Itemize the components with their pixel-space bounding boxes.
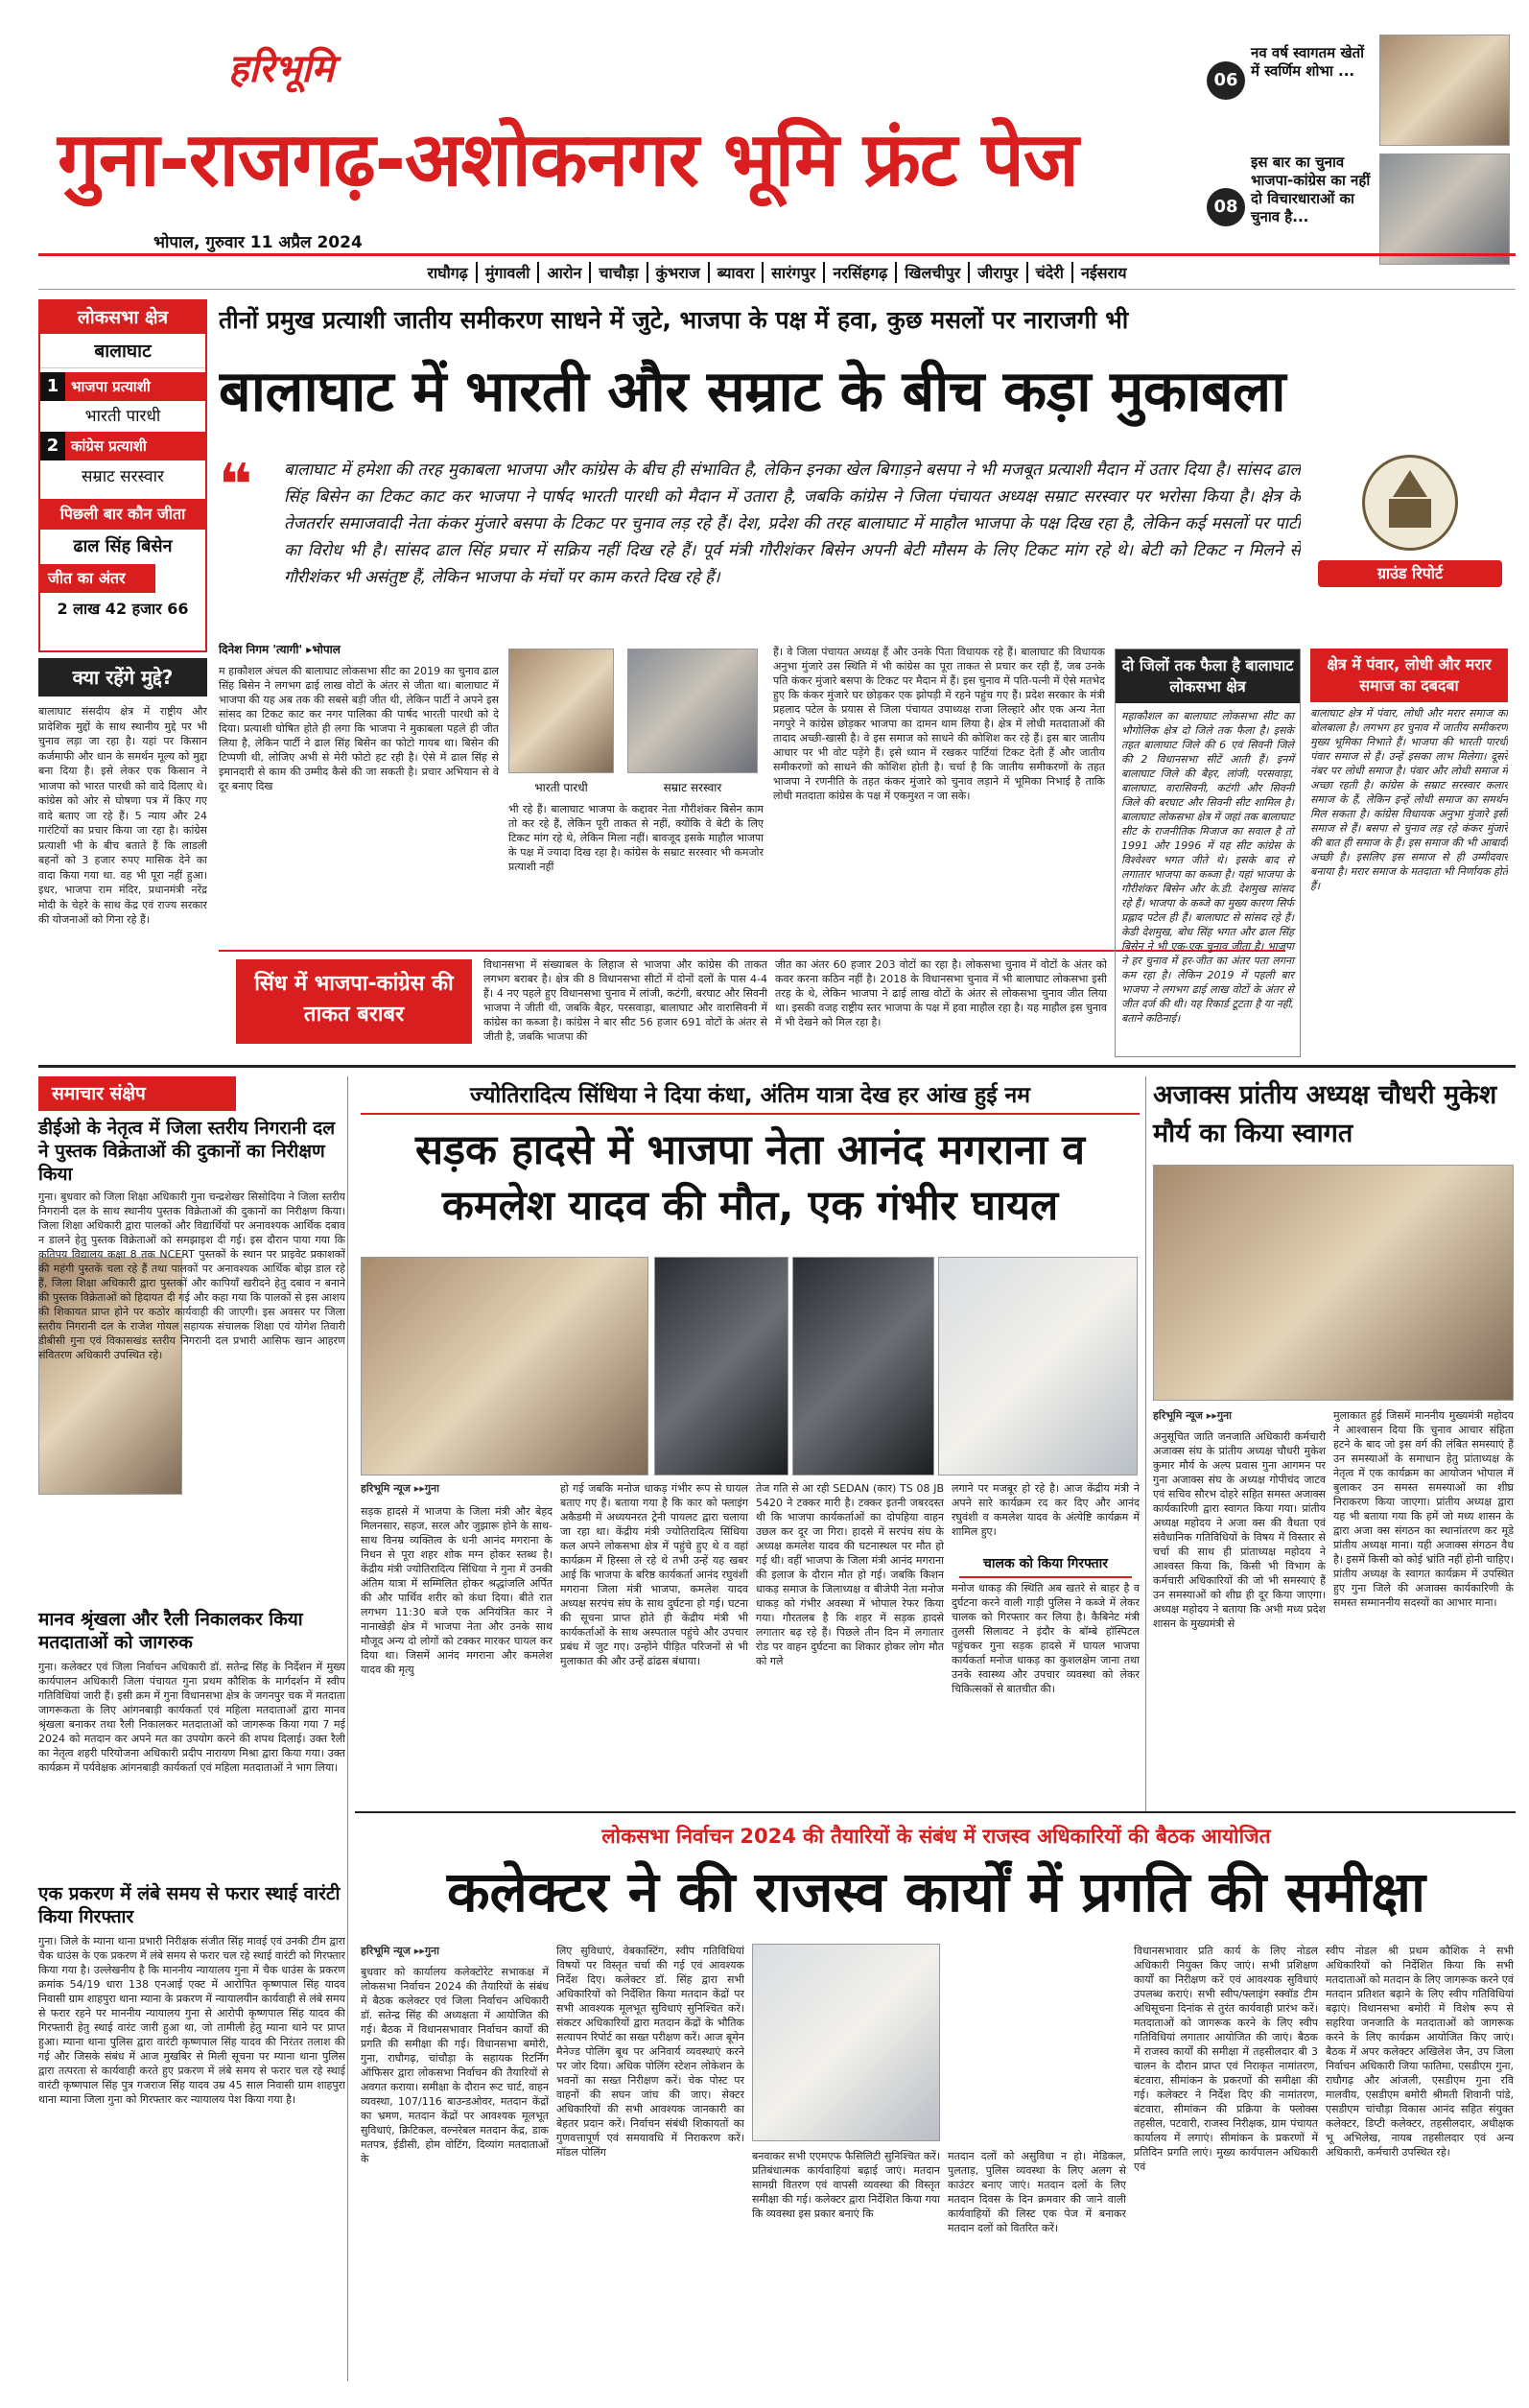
strength-box-text: विधानसभा में संख्याबल के लिहाज से भाजपा और कांग्रेस की ताकत लगभग बराबर है। क्षेत्र की 8 विधानसभा सीटों में दोनों दलों के पास 4-4 हैं। 4 नए पहले हुए विधानसभा चुनाव में लांजी, कटंगी, बरघाट और सिवनी भाजपा ने जीती थी, जबकि बैहर, परसवाड़ा, बालाघाट और वारासिवनी में कांग्रेस का कब्जा है। कांग्रेस ने बार सीट 56 हजार 691 वोटों के अंतर से जीती है, जबकि भाजपा की <box>483 958 767 1043</box>
teaser-photo <box>1379 153 1510 265</box>
side-head-box <box>1115 649 1301 1057</box>
town: नरसिंहगढ़ <box>825 262 897 283</box>
dateline: भोपाल, गुरुवार 11 अप्रैल 2024 <box>153 233 363 252</box>
bjp-candidate: भारती पारधी <box>84 407 161 426</box>
brief-text-2: गुना। कलेक्टर एवं जिला निर्वाचन अधिकारी डॉ. सतेन्द्र सिंह के निर्देशन में मुख्य कार्यपालन अधिकारी जिला पंचायत गुना प्रथम कौशिक के मार्गदर्शन में स्वीप गतिविधियां जारी हैं। इसी क्रम में गुना विधानसभा क्षेत्र के जगनपुर चक में मतदाता जागरूकता के लिए आंगनबाड़ी कार्यकर्ता एवं महिला मतदाताओं द्वारा मानव श्रृंखला बनाकर तथा रैली निकालकर मतदाताओं को जागरूक किया गया 7 मई 2024 को मतदान कर अपने मत का उपयोग करने की शपथ दिलाई। उक्त रैली का नेतृत्व शहरी परियोजना अधिकारी प्रदीप नारायण मिश्रा द्वारा किया गया। उक्त कार्यक्रम में पर्यवेक्षक आंगनबाड़ी कार्यकर्ता एवं महिला मतदाताओं ने भाग लिया। <box>38 1661 345 1774</box>
lead-standfirst: बालाघाट में हमेशा की तरह मुकाबला भाजपा और कांग्रेस के बीच ही संभावित है, लेकिन इनका खेल बिगाड़ने बसपा ने भी मजबूत प्रत्याशी मैदान में उतार दिया है। सांसद ढाल सिंह बिसेन का टिकट काट कर भाजपा ने पार्षद भारती पारधी को मैदान में उतारा है, जबकि कांग्रेस ने जिला पंचायत अध्यक्ष सम्राट सरस्वार पर भरोसा किया है। क्षेत्र के तेजतर्रार समाजवादी नेता कंकर मुंजारे बसपा के टिकट पर चुनाव लड़ रहे हैं। देश, प्रदेश की तरह बालाघाट में माहौल भाजपा के पक्ष दिख रहा है, लेकिन कई मसलों पर पार्टी का विरोध भी है। सांसद ढाल सिंह प्रचार में सक्रिय नहीं दिख रहे हैं। पूर्व मंत्री गौरीशंकर बिसेन अपनी बेटी मौसम के लिए टिकट मांग रहे थे। बेटी को टिकट न मिलने से गौरीशंकर भी असंतुष्ट हैं, लेकिन भाजपा के मंचों पर काम करते दिख रहे हैं। <box>284 460 1301 587</box>
lead-kicker: तीनों प्रमुख प्रत्याशी जातीय समीकरण साधने में जुटे, भाजपा के पक्ष में हवा, कुछ मसलों पर नाराजगी भी <box>219 306 1129 334</box>
crashed-car-photo <box>654 1257 788 1475</box>
last-win-label: पिछली बार कौन जीता <box>40 499 205 530</box>
lead-byline: दिनेश निगम 'त्यागी' ▸भोपाल <box>219 643 341 656</box>
town: राघौगढ़ <box>420 262 478 283</box>
accident-subhead: चालक को किया गिरफ्तार <box>959 1554 1132 1578</box>
margin-label: जीत का अंतर <box>40 564 155 593</box>
towns-strip <box>38 253 1516 290</box>
strength-box-title: सिंध में भाजपा-कांग्रेस की ताकत बराबर <box>236 959 472 1044</box>
strength-box-text-2: जीत का अंतर 60 हजार 203 वोटों का रहा है। लोकसभा चुनाव में वोटों के अंतर को कवर करना कठिन नहीं है। 2018 के विधानसभा चुनाव में भी बालाघाट लोकसभा इसी तरह के थे, लेकिन भाजपा ने ढाई लाख वोटों के अंतर से लोकसभा चुनाव जीत लिया था। इसकी वजह राष्ट्रीय स्तर भाजपा के पक्ष में हवा माहौल रहा है। यह माहौल इस चुनाव में भी देखने को मिल रहा है। <box>775 958 1107 1028</box>
town: चाचौड़ा <box>591 262 647 283</box>
accident-kicker: ज्योतिरादित्य सिंधिया ने दिया कंधा, अंतिम यात्रा देख हर आंख हुई नम <box>361 1076 1140 1115</box>
hospital-photo <box>938 1257 1138 1475</box>
collector-col-3-top: मतदान दलों को असुविधा न हो। मेडिकल, पुलताड़, पुलिस व्यवस्था के लिए अलग से काउंटर बनाए जाएं। मतदान दलों के लिए मतदान दिवस के दिन क्रमवार की जाने वाली कार्यवाहियों की लिस्ट एक पेज में बनाकर मतदान दलों को वितरित करें। <box>948 2150 1126 2234</box>
lead-headline: बालाघाट में भारती और सम्राट के बीच कड़ा मुकाबला <box>219 358 1285 424</box>
town: जीरापुर <box>970 262 1027 283</box>
accident-headline: सड़क हादसे में भाजपा नेता आनंद मगराना व कमलेश यादव की मौत, एक गंभीर घायल <box>414 1126 1086 1230</box>
collector-col-3: विधानसभावार प्रति कार्य के लिए नोडल अधिकारी नियुक्त किए जाएं। सभी प्रशिक्षण कार्यों का निरीक्षण करें एवं आवश्यक सुविधाएं उपलब्ध कराएं। सभी स्वीप/फ्लाइंग स्क्वॉड टीम अधिसूचना दिनांक से तुरंत कार्यवाही प्रारंभ करें। मतदाताओं को जागरूक करने के लिए स्वीप गतिविधियां लगातार आयोजित की जाएं। बैठक में राजस्व कार्यों की समीक्षा में तहसीलदार बी 3 चालन के दौरान प्राप्त एवं निराकृत नामांतरण, बंटवारा, सीमांकन के प्रकरणों की समीक्षा की गई। कलेक्टर ने निर्देश दिए की नामांतरण, बंटवारा, सीमांकन की प्रक्रिया के फ्लोक्स तहसील, पटवारी, राजस्व निरीक्षक, ग्राम पंचायत कार्यालय में लगाएं। सीमांकन के प्रकरणों में प्रतिदिन प्रगति लाएं। मुख्य कार्यपालन अधिकारी एवं <box>1134 1945 1318 2173</box>
lead-col-1: म हाकौशल अंचल की बालाघाट लोकसभा सीट का 2019 का चुनाव ढाल सिंह बिसेन ने लगभग ढाई लाख वोटों के अंतर से जीता था। बालाघाट में भाजपा की यह अब तक की सबसे बड़ी जीत थी, लेकिन पार्टी ने अपने इस सांसद का टिकट काट कर नगर पालिका की पार्षद भारती पारधी को दे दिया। प्रत्याशी घोषित होते ही लगा कि भाजपा ने मुकाबला पहले ही जीत लिया है, लेकिन पार्टी ने ढाल सिंह बिसेन का फोटो गायब था। बिसेन की टिप्पणी थी, लोजिए अभी से मेरी फोटो हट रही है। ऐसे में ढाल सिंह से इमानदारी से काम की उम्मीद कैसे की जा सकती है। प्रचार अभियान से वे दूर बनाए दिख <box>219 665 499 792</box>
collector-headline: कलेक्टर ने की राजस्व कार्यों में प्रगति की समीक्षा <box>446 1859 1426 1924</box>
side2-head: क्षेत्र में पंवार, लोधी और मरार समाज का दबदबा <box>1310 649 1508 702</box>
funeral-photo <box>361 1257 648 1475</box>
town: नईसराय <box>1080 264 1127 282</box>
teaser-box[interactable] <box>1207 35 1512 265</box>
photo-caption-bharti: भारती पारधी <box>534 781 588 794</box>
lead-col-2: भी रहे हैं। बालाघाट भाजपा के कद्दावर नेता गौरीशंकर बिसेन काम तो कर रहे हैं, लेकिन पूरी ताकत से नहीं, क्योंकि वे बेटी के लिए टिकट मांग रहे थे, लेकिन मिला नहीं। बावजूद इसके माहौल भाजपा के पक्ष में ज्यादा दिख रहा है। कांग्रेस के सम्राट सरस्वार भी कमजोर प्रत्याशी नहीं <box>508 803 764 873</box>
town: खिलचीपुर <box>897 262 970 283</box>
accident-byline: हरिभूमि न्यूज ▸▸गुना <box>361 1482 439 1495</box>
congress-candidate: सम्राट सरस्वार <box>82 467 164 486</box>
collector-meeting-photo <box>752 1944 940 2141</box>
brief-text-3: गुना। जिले के म्याना थाना प्रभारी निरीक्षक संजीत सिंह मावई एवं उनकी टीम द्वारा चैक धाउंस के एक प्रकरण में लंबे समय से फरार चल रहे स्थाई वारंटी को गिरफ्तार किया गया है। उल्लेखनीय है कि माननीय न्यायालय गुना में चैक धाउंस के प्रकरण क्रमांक 54/19 धारा 138 एनआई एक्ट में आरोपित कृष्णपाल सिंह यादव निवासी ग्राम शाहपुरा थाना म्याना के प्रकरण में न्यायालयीन कार्यवाही से लंबे समय से फरार रहने पर माननीय न्यायालय गुना से आरोपी कृष्णपाल सिंह यादव की गिरफ्तारी हेतु स्थाई वारंट जारी हुआ था, जो तामीली हेतु म्याना थाने पर प्राप्त हुआ। म्याना थाना पुलिस द्वारा वारंटी कृष्णपाल सिंह यादव की निरंतर तलाश की गई और जिसके संबंध में आज मुखबिर से मिली सूचना पर म्याना थाना पुलिस द्वारा तत्परता से कार्यवाही करते हुए प्रकरण में लंबे समय से फरार चल रहे स्थाई वारंटी कृष्णपाल सिंह पुत्र गजराज सिंह यादव उम्र 45 साल निवासी ग्राम शाहपुरा थाना म्याना जिला गुना को गिरफ्तार कर न्यायालय पेश किया गया है। <box>38 1935 345 2106</box>
page-title: गुना-राजगढ़-अशोकनगर भूमि फ्रंट पेज <box>58 117 1078 203</box>
ground-report-emblem <box>1312 447 1508 620</box>
issues-text: बालाघाट संसदीय क्षेत्र में राष्ट्रीय और प्रादेशिक मुद्दों के साथ स्थानीय मुद्दे पर भी चुनाव लड़ा जा रहा है। यहां पर किसान कर्जमाफी और धान के समर्थन मूल्य को मुद्दा बना दिया है। इसे लेकर एक किसान ने भाजपा को भारत पारधी को वादे दिलाए थे। कांग्रेस को ओर से घोषणा पत्र में किए गए वादे बताए जा रहे हैं। 5 न्याय और 24 गारंटियों का प्रचार किया जा रहा है। कांग्रेस प्रत्याशी भी के बीच बताते हैं कि लाडली बहनों को 3 हजार रुपए मासिक देने का वादा किया गया था. वह भी पूरा नहीं हुआ। इधर, भाजपा राम मंदिर, प्रधानमंत्री नरेंद्र मोदी के चेहरे के साथ केंद्र एवं राज्य सरकार की योजनाओं को गिना रहे हैं। <box>38 705 207 926</box>
collector-byline: हरिभूमि न्यूज ▸▸गुना <box>361 1945 439 1957</box>
bjp-number: 1 <box>40 372 65 401</box>
town: आरोन <box>539 262 591 283</box>
brief-head-3: एक प्रकरण में लंबे समय से फरार स्थाई वारंटी किया गिरफ्तार <box>38 1883 341 1927</box>
ajaks-byline: हरिभूमि न्यूज ▸▸गुना <box>1153 1409 1232 1422</box>
congress-number: 2 <box>40 432 65 460</box>
candidate-photo-samrat <box>627 649 758 773</box>
side-head: दो जिलों तक फैला है बालाघाट लोकसभा क्षेत्र <box>1116 649 1300 703</box>
side2-text: बालाघाट क्षेत्र में पंवार, लोधी और मरार समाज का बोलबाला है। लगभग हर चुनाव में जातीय समीकरण मुख्य भूमिका निभाते हैं। भाजपा की भारती पारधी पंवार समाज से हैं। उन्हें इसका लाभ मिलेगा। दूसरे नंबर पर लोधी समाज है। पंवार और लोधी समाज में अच्छा रहती है। कांग्रेस के सम्राट सरस्वार कलार समाज के हैं, लेकिन इन्हें लोधी समाज का समर्थन मिल सकता है। कांग्रेस विधायक अनुभा मुंजारे इसी समाज से हैं। बसपा से चुनाव लड़ रहे कंकर मुंजारे की बात ही समाज के हैं। इस समाज की भी आबादी अच्छी है। इसलिए इस समाज से ही उम्मीदवार बनाया है। मरार समाज के मतदाता भी निर्णायक होते हैं। <box>1310 707 1508 892</box>
photo-caption-samrat: सम्राट सरस्वार <box>663 781 722 794</box>
lead-col-3: हैं। वे जिला पंचायत अध्यक्ष हैं और उनके पिता विधायक रहे हैं। बालाघाट की विधायक अनुभा मुंजारे उस स्थिति में भी कांग्रेस का पूरा ताकत से प्रचार कर रही हैं, जब उनके पति कंकर मुंजारे बसपा के टिकट पर मैदान में हैं। इस चुनाव में पति-पत्नी में ऐसे मतभेद हुए कि कंकर मुंजारे घर छोड़कर एक झोपड़ी में रहने पहुंच गए हैं। प्रदेश सरकार के मंत्री प्रहलाद पटेल के प्रयास से जिला पंचायत उपाध्यक्ष राजा लिल्हारे और एक अन्य नेता नगपुरे ने कांग्रेस छोड़कर भाजपा का दामन थाम लिया है। क्षेत्र में लोधी मतदाताओं की तादाद अच्छी-खासी है। वे इस समाज को साधने की कोशिश कर रहे हैं। इस बार जातीय आधार पर भी वोट पड़ेंगे हैं। इसे ध्यान में रखकर पार्टियां टिकट देती हैं और जातीय समीकरणों को साधने की कोशिश होती है। चर्चा है कि जातीय समीकरणों के तहत भाजपा ने रणनीति के तहत कंकर मुंजारे को चुनाव लड़ाने में भूमिका निभाई है ताकि लोधी मतदाता कांग्रेस के पक्ष में एकमुश्त न जा सके। <box>773 646 1105 802</box>
town: सारंगपुर <box>764 262 825 283</box>
teaser-photo <box>1379 35 1510 146</box>
teaser-text: नव वर्ष स्वागतम खेतों में स्वर्णिम शोभा ... <box>1251 44 1365 80</box>
last-winner: ढाल सिंह बिसेन <box>73 536 173 556</box>
accident-col-2: हो गई जबकि मनोज धाकड़ गंभीर रूप से घायल बताए गए हैं। बताया गया है कि कार को फ्लाइंग अकैडमी में अध्ययनरत ट्रेनी पायलट द्वारा चलाया जा रहा था। केंद्रीय मंत्री ज्योतिरादित्य सिंधिया कल अपने लोकसभा क्षेत्र में पहुंचे हुए थे व वहां कार्यक्रम में हिस्सा ले रहे थे तभी उन्हें यह खबर आई कि भाजपा के बरिष्ठ कार्यकर्ता आनंद रघुवंशी मगराना जिला मंत्री भाजपा, कमलेश यादव अध्यक्ष सरपंच संघ के साथ दुर्घटना हो गई। घटना की सूचना प्राप्त होते ही केंद्रीय मंत्री भी कार्यकर्ताओं के साथ अस्पताल पहुंचे और उपचार प्रबंध में जुट गए। उन्होंने पीड़ित परिजनों से भी मुलाकात की और उन्हें ढांढस बंधाया। <box>560 1482 748 1667</box>
constituency-name: बालाघाट <box>40 334 205 368</box>
accident-col-1: सड़क हादसे में भाजपा के जिला मंत्री और बेहद मिलनसार, सहज, सरल और जुझारू होने के साथ-साथ विनम्र व्यक्तित्व के धनी आनंद मगराना के निधन से पूरा शहर शोक मग्न होकर स्तब्ध है। केंद्रीय मंत्री ज्योतिरादित्य सिंधिया ने गुना में उनकी अंतिम यात्रा में सम्मिलित होकर श्रद्धांजलि अर्पित की और पार्थिव शरीर को कंधा दिया। बीते रात लगभग 11:30 बजे एक अनियंत्रित कार ने नानाखेड़ी क्षेत्र में भाजपा नेता और उनके साथ मौजूद अन्य दो लोगों को टक्कर मारकर घायल कर दिया था। जिसमें आनंद मगराना और कमलेश यादव की मृत्यु <box>361 1505 553 1676</box>
brief-text-1: गुना। बुधवार को जिला शिक्षा अधिकारी गुना चन्द्रशेखर सिसोदिया ने जिला स्तरीय निगरानी दल के साथ स्थानीय पुस्तक विक्रेताओं की दुकानों का निरीक्षण किया। जिला शिक्षा अधिकारी द्वारा पालकों और विद्यार्थियों पर अनावश्यक आर्थिक दबाव न डालने हेतु पुस्तक विक्रेताओं को समझाइश दी गई। इस दौरान पाया गया कि कतिपय विद्यालय कक्षा 8 तक NCERT पुस्तकों के स्थान पर प्राइवेट प्रकाशकों की महंगी पुस्तकें चला रहे हैं तथा पालकों पर अनावश्यक आर्थिक बोझ डाल रहे हैं, जिला शिक्षा अधिकारी द्वारा पुस्तकों और कापियाँ खरीदने हेतु दबाव न बनाने की पुस्तक विक्रेताओं को हिदायत दी गई और कहा गया कि पालकों से इस आशय की शिकायत प्राप्त होने पर कठोर कार्यवाही की जाएगी। इस अवसर पर जिला स्तरीय निगरानी दल के राजेश गोयल सहायक संचालक शिक्षा एवं योगेश तिवारी डीबीसी गुना एवं विकासखंड स्तरीय निगरानी दल प्रभारी आसिफ खान आहरण संवितरण अधिकारी उपस्थित रहे। <box>38 1191 345 1361</box>
collector-col-2: लिए सुविधाएं, वेबकास्टिंग, स्वीप गतिविधियां विषयों पर विस्तृत चर्चा की गई एवं आवश्यक निर्देश दिए। कलेक्टर डॉ. सिंह द्वारा सभी अधिकारियों को निर्देशित किया मतदान केंद्रों पर सभी आवश्यक मूलभूत सुविधाएं सुनिश्चित करें। संकटर अधिकारियों द्वारा मतदान केंद्रों के भौतिक सत्यापन रिपोर्ट का सख्त परीक्षण करें। आज बूमेन मैनेज्ड पोलिंग बूथ पर अनिवार्य व्यवस्थाएं करने पर जोर दिया। अधिक पोलिंग स्टेशन लोकेशन के भवनों का सख्त निरीक्षण करें। चेक पोस्ट पर वाहनों की सघन जांच की जाए। सेक्टर अधिकारियों की सभी आवश्यक जानकारी का बेहतर प्रदान करें। निर्वाचन संबंधी शिकायतों का गुणवत्तापूर्ण एवं समयावधि में निराकरण करें। मॉडल पोलिंग <box>556 1945 744 2159</box>
ground-report-label: ग्राउंड रिपोर्ट <box>1318 560 1502 587</box>
constituency-sidebar <box>38 299 207 652</box>
congress-label: कांग्रेस प्रत्याशी <box>65 432 205 460</box>
accident-col-3: तेज गति से आ रही SEDAN (कार) TS 08 JB 5420 ने टक्कर मारी है। टक्कर इतनी जबरदस्त थी कि भाजपा कार्यकर्ताओं का दोपहिया वाहन उछल कर दूर जा गिरा। हादसे में सरपंच संघ के अध्यक्ष कमलेश यादव की घटनास्थल पर मौत हो गई थी। वहीं भाजपा के जिला मंत्री आनंद मगराना की इलाज के दौरान मौत हो गई। जबकि किशन धाकड़ समाज के जिलाध्यक्ष व बीजेपी नेता मनोज धाकड़ को गंभीर अवस्था में भोपाल रेफर किया गया। गौरतलब है कि शहर में सड़क हादसे लगातार बढ़ रहे हैं। पिछले तीन दिन में लगातार रोड पर वाहन दुर्घटना का शिकार होकर लोग मौत को गले <box>756 1482 944 1667</box>
town: कुंभराज <box>648 262 710 283</box>
ajaks-col-2: मुलाकात हुई जिसमें माननीय मुख्यमंत्री महोदय ने आश्वासन दिया कि चुनाव आचार संहिता हटने के बाद जो इस वर्ग की लंबित समस्याएं हैं उन समस्याओं के समाधान हेतु प्रांताध्यक्ष के नेतृत्व में एक कार्यक्रम का आयोजन भोपाल में बुलाकर उन समस्त समस्याओं का शीघ्र निराकरण किया जाएगा। प्रांतीय अध्यक्ष द्वारा यह भी बताया गया कि हमें जो मध्य शासन के द्वारा अजा क्स संगठन का स्थानांतरण कर मूडे प्रांतीय अध्यक्ष माना। यही अजाक्स संगठन वैध है। इसमें किसी को कोई भ्रांति नहीं होनी चाहिए। प्रांतीय अध्यक्ष के स्वागत कार्यक्रम में उपस्थित हुए गुना जिले की अजाक्स कार्यकारिणी के समस्त सम्माननीय सदस्यों का आभार माना। <box>1333 1409 1514 1609</box>
quote-mark-icon: ❝ <box>219 452 253 519</box>
accident-col-4b: मनोज धाकड़ की स्थिति अब खतरे से बाहर है व दुर्घटना करने वाली गाड़ी पुलिस ने कब्जे में लेकर चालक को गिरफ्तार कर लिया है। कैबिनेट मंत्री तुलसी सिलावट ने इंदौर के बॉम्बे हॉस्पिटल पहुंचकर गुना सड़क हादसे में घायल भाजपा कार्यकर्ता मनोज धाकड़ का कुशलक्षेम जाना तथा उनके स्वास्थ्य और उपचार व्यवस्था को लेकर चिकित्सकों से बातचीत की। <box>952 1582 1140 1695</box>
collector-caption-col: बनवाकर सभी एएमएफ फैसिलिटी सुनिश्चित करें। प्रतिबंधात्मक कार्यवाहियां बढ़ाई जाएं। मतदान सामग्री वितरण एवं वापसी व्यवस्था की विस्तृत समीक्षा की गई। कलेक्टर द्वारा निर्देशित किया गया कि व्यवस्था इस प्रकार बनाएं कि <box>752 2150 940 2220</box>
sidebar-header: लोकसभा क्षेत्र <box>40 301 205 334</box>
candidate-photo-bharti <box>508 649 614 773</box>
collector-col-4: स्वीप नोडल श्री प्रथम कौशिक ने सभी अधिकारियों को निर्देशित किया कि सभी मतदाताओं को मतदान के लिए जागरूक करने एवं मतदान प्रतिशत बढ़ाने के लिए स्वीप गतिविधियां बढ़ाएं। विधानसभा बमोरी में विशेष रूप से सहरिया जनजाति के मतदाताओं को जागरूक करने के लिए कार्यक्रम आयोजित किए जाएं। बैठक में अपर कलेक्टर अखिलेश जैन, उप जिला निर्वाचन अधिकारी जिया फातिमा, एसडीएम गुना, राघौगढ़ और आंजली, एसडीएम गुना रवि मालवीय, एसडीएम बमोरी श्रीमती शिवानी पांडे, एसडीएम चांचौड़ा विकास आनंद सहित संयुक्त कलेक्टर, डिप्टी कलेक्टर, तहसीलदार, अधीक्षक भू अभिलेख, नायब तहसीलदार एवं अन्य अधिकारी, कर्मचारी उपस्थित रहे। <box>1326 1945 1514 2159</box>
teaser-page-badge: 08 <box>1207 188 1245 226</box>
collector-col-1: बुधवार को कार्यालय कलेक्टोरेट सभाकक्ष में लोकसभा निर्वाचन 2024 की तैयारियों के संबंध में बैठक कलेक्टर एवं जिला निर्वाचन अधिकारी डॉ. सतेन्द्र सिंह की अध्यक्षता में आयोजित की गई। बैठक में विधानसभावार निर्वाचन कार्यों की प्रगति की समीक्षा की गई। विधानसभा बमोरी, गुना, राघौगढ़, चांचौड़ा के सहायक रिटर्निंग ऑफिसर द्वारा लोकसभा निर्वाचन की तैयारियों से अवगत कराया। समीक्षा के दौरान रूट चार्ट, वाहन व्यवस्था, 107/116 बाउन्डओवर, मतदान केंद्रों का भ्रमण, मतदान केंद्रों पर आवश्यक मूलभूत सुविधाएं, क्रिटिकल, वल्नरेबल मतदान केंद्र, डाक मतपत्र, ईडीसी, होम वोटिंग, दिव्यांग मतदाताओं के <box>361 1966 549 2165</box>
brand-logo: हरिभूमि <box>228 46 335 91</box>
brief-header: समाचार संक्षेप <box>38 1076 236 1111</box>
town: चंदेरी <box>1028 262 1073 283</box>
teaser-page-badge: 06 <box>1207 61 1245 100</box>
collector-kicker: लोकसभा निर्वाचन 2024 की तैयारियों के संबंध में राजस्व अधिकारियों की बैठक आयोजित <box>601 1825 1271 1848</box>
temple-icon <box>1393 470 1427 497</box>
side-text: महाकौशल का बालाघाट लोकसभा सीट का भौगोलिक क्षेत्र दो जिले तक फैला है। इसके तहत बालाघाट जिले की 6 एवं सिवनी जिले की 2 विधानसभा सीटें आती हैं। इनमें बालाघाट जिले की बैहर, लांजी, परसवाड़ा, बालाघाट, वारासिवनी, कटंगी और सिवनी जिले की बरघाट और सिवनी सीट शामिल है। बालाघाट लोकसभा क्षेत्र में जहां तक बालाघाट सीट के राजनीतिक मिजाज का सवाल है तो 1991 और 1996 में यह सीट कांग्रेस के विश्वेश्वर भगत जीते थे। इसके बाद से लगातार भाजपा का कब्जा है। यहां भाजपा के गौरीशंकर बिसेन और के.डी. देशमुख सांसद रहे हैं। भाजपा के कब्जे का मुख्य कारण सिर्फ प्रह्लाद पटेल ही हैं। बालाघाट से सांसद रहे हैं। केडी देशमुख, बोध सिंह भगत और ढाल सिंह बिसेन ने भी एक-एक चुनाव जीता है। भाजपा ने हर चुनाव में हर-जीत का अंतर पता लगना कम रहा है। लेकिन 2019 में पहली बार भाजपा ने लगभग ढाई लाख वोटों के अंतर से जीत दर्ज की थी। यह रिकार्ड टूटता है या नहीं, बताने कठिनाई। <box>1121 710 1294 1025</box>
ajaks-photo <box>1153 1165 1514 1401</box>
bjp-label: भाजपा प्रत्याशी <box>65 372 205 401</box>
brief-head-1: डीईओ के नेतृत्व में जिला स्तरीय निगरानी दल ने पुस्तक विक्रेताओं की दुकानों का निरीक्षण किया <box>38 1118 336 1185</box>
accident-col-4: लगाने पर मजबूर हो रहे है। आज केंद्रीय मंत्री ने अपने सारे कार्यक्रम रद कर दिए और आनंद रघुवंशी व कमलेश यादव के अंत्येष्टि कार्यक्रम में शामिल हुए। <box>952 1482 1140 1538</box>
brief-head-2: मानव श्रृंखला और रैली निकालकर किया मतदाताओं को जागरुक <box>38 1609 303 1653</box>
car-photo <box>792 1257 934 1475</box>
ajaks-col-1: अनुसूचित जाति जनजाति अधिकारी कर्मचारी अजाक्स संघ के प्रांतीय अध्यक्ष चौधरी मुकेश कुमार मौर्य के अल्प प्रवास गुना आगमन पर गुना अजाक्स संघ के अध्यक्ष गोपीचंद जाटव एवं सचिव सौरभ दोहरे सहित समस्त अजाक्स कार्यकारिणी द्वारा स्वागत किया गया। प्रांतीय अध्यक्ष महोदय ने अजा क्स की वैधता एवं संवैधानिक गतिविधियों के विषय में विस्तार से चर्चा की साथ ही प्रांताध्यक्ष महोदय ने आश्वस्त किया कि, किसी भी विभाग के कर्मचारी अधिकारियों की जो भी समस्याएं हैं उन समस्याओं को शीघ्र ही दूर किया जाएगा। अध्यक्ष महोदय ने बताया कि अभी मध्य प्रदेश शासन के मुख्यमंत्री से <box>1153 1430 1326 1630</box>
teaser-text: इस बार का चुनाव भाजपा-कांग्रेस का नहीं दो विचारधाराओं का चुनाव है... <box>1251 153 1371 225</box>
town: ब्यावरा <box>710 262 764 283</box>
win-margin: 2 लाख 42 हजार 66 <box>57 600 189 618</box>
ajaks-headline: अजाक्स प्रांतीय अध्यक्ष चौधरी मुकेश मौर्य का किया स्वागत <box>1153 1080 1497 1148</box>
issues-title: क्या रहेंगे मुद्दे? <box>38 658 207 696</box>
town: मुंगावली <box>478 262 540 283</box>
